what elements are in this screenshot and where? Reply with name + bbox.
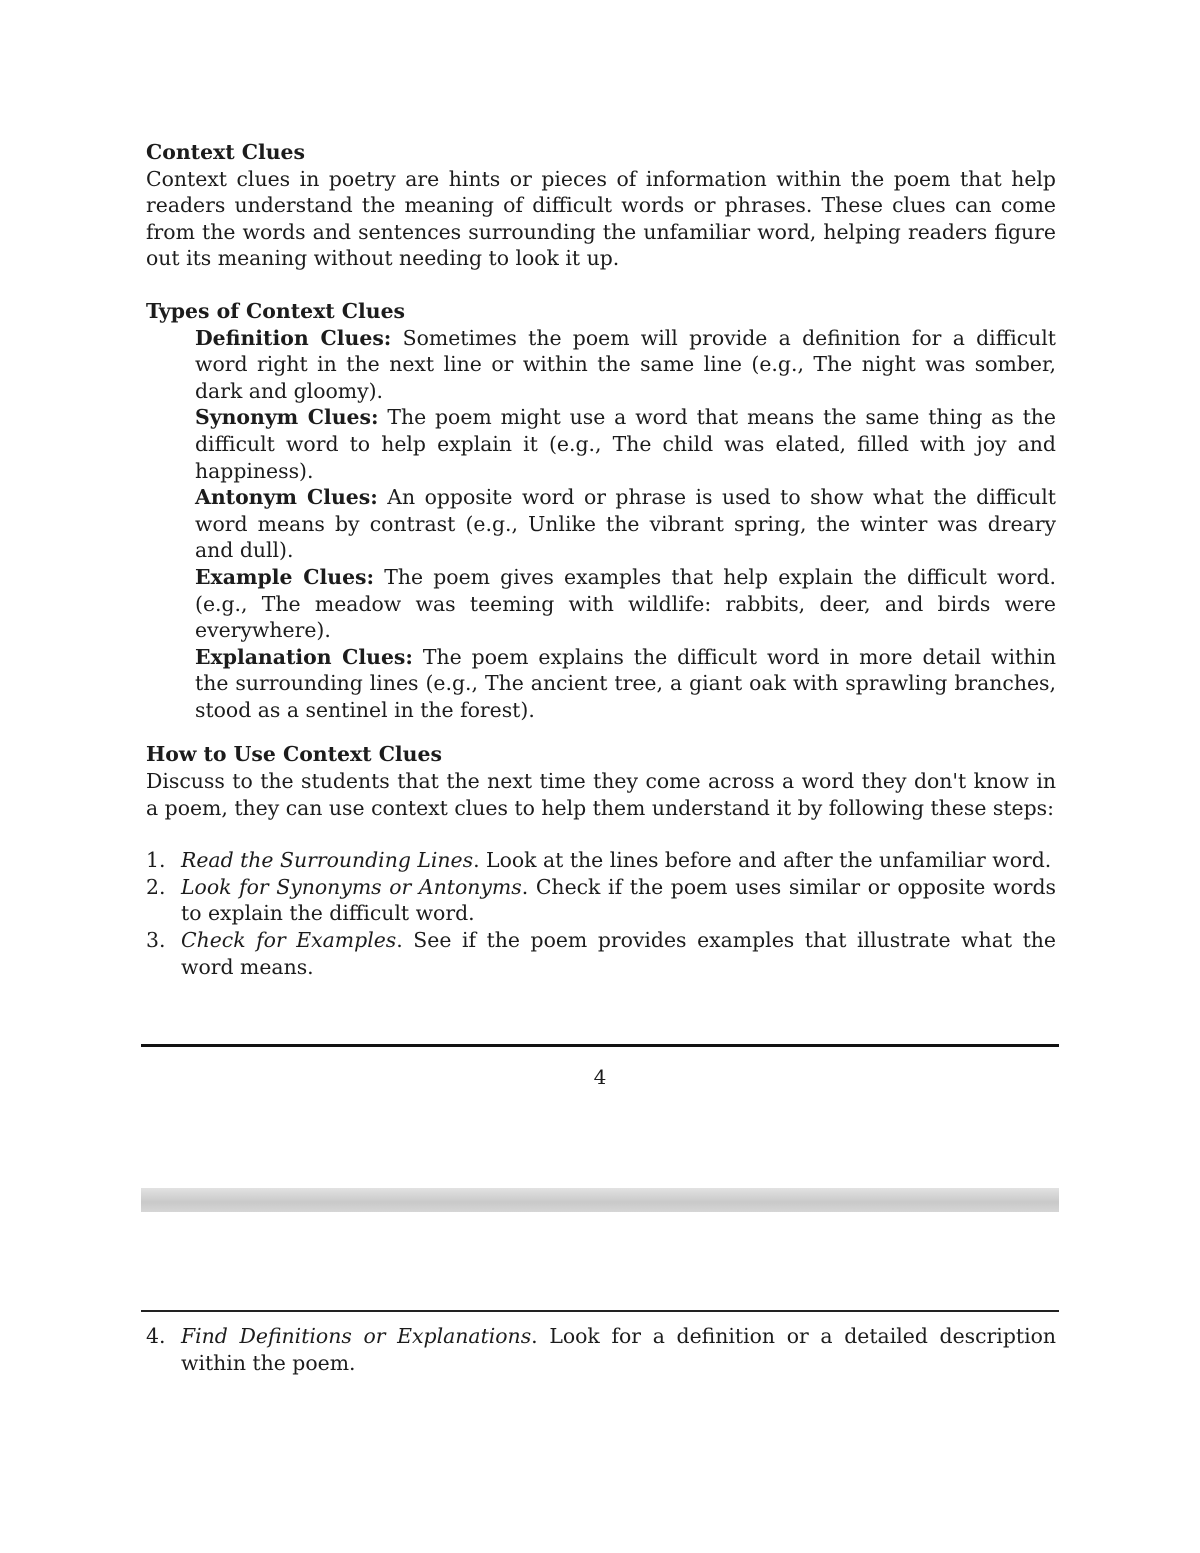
context-clues-paragraph: Context clues in poetry are hints or pieces of information within the poem that help readers understand the meaning of difficult words or phrases. These clues can come from the words and sentences surrounding the unfamiliar word, helping readers figure out its meaning without needing to look it up. — [146, 166, 1056, 271]
type-term: Example Clues: — [195, 564, 375, 589]
type-item-example — [195, 564, 1056, 644]
step-number: 1. — [146, 848, 166, 873]
step-item — [146, 927, 1056, 980]
type-item-explanation — [195, 644, 1056, 724]
page-separator — [141, 1188, 1059, 1212]
step-title: Look for Synonyms or Antonyms — [181, 874, 522, 899]
step-number: 4. — [146, 1324, 166, 1348]
page-number: 4 — [593, 1065, 607, 1089]
step-number: 3. — [146, 928, 166, 953]
how-to-paragraph: Discuss to the students that the next time they come across a word they don't know in a poem, they can use context clues to help them understand it by following these steps: — [146, 769, 1056, 820]
step-number: 2. — [146, 874, 166, 899]
step-text: . Look for a definition or a detailed description within the poem. — [181, 1324, 1057, 1375]
page-content — [146, 139, 1056, 980]
type-term: Definition Clues: — [195, 325, 392, 350]
types-list — [146, 325, 1056, 724]
type-description: Sometimes the poem will provide a definition for a difficult word right in the next line or within the same line (e.g., The night was somber, dark and gloomy). — [195, 325, 1056, 403]
type-term: Synonym Clues: — [195, 405, 379, 430]
type-term: Explanation Clues: — [195, 644, 413, 669]
step-title: Find Definitions or Explanations — [181, 1324, 532, 1348]
type-description: The poem gives examples that help explain the difficult word. (e.g., The meadow was teeming with wildlife: rabbits, deer, and birds were everywhere). — [195, 564, 1057, 643]
section-heading-context-clues: Context Clues — [146, 140, 305, 164]
type-item-antonym — [195, 484, 1056, 564]
steps-list — [146, 847, 1056, 980]
step-title: Read the Surrounding Lines — [181, 848, 474, 873]
type-item-definition — [195, 325, 1056, 405]
type-description: The poem explains the difficult word in more detail within the surrounding lines (e.g., The ancient tree, a giant oak with sprawling branches, stood as a sentinel in the forest). — [195, 644, 1056, 722]
steps-list-continued — [146, 1323, 1056, 1376]
step-title: Check for Examples — [181, 928, 397, 953]
step-item — [146, 1323, 1056, 1376]
section-heading-types: Types of Context Clues — [146, 298, 406, 323]
type-item-synonym — [195, 404, 1056, 484]
step-item — [146, 847, 1056, 874]
step-item — [146, 874, 1056, 927]
type-description: The poem might use a word that means the same thing as the difficult word to help explain it (e.g., The child was elated, filled with joy and happiness). — [195, 405, 1056, 483]
step-text: . See if the poem provides examples that illustrate what the word means. — [181, 928, 1056, 979]
step-text: . Look at the lines before and after the unfamiliar word. — [473, 848, 1052, 873]
footer-rule — [141, 1044, 1059, 1047]
type-term: Antonym Clues: — [195, 485, 378, 510]
step-text: . Check if the poem uses similar or opposite words to explain the difficult word. — [181, 874, 1056, 926]
type-description: An opposite word or phrase is used to show what the difficult word means by contrast (e.g., Unlike the vibrant spring, the winter was dreary and dull). — [195, 485, 1056, 563]
next-page-content — [146, 1323, 1056, 1376]
header-rule — [141, 1310, 1059, 1312]
section-heading-how-to: How to Use Context Clues — [146, 742, 442, 767]
